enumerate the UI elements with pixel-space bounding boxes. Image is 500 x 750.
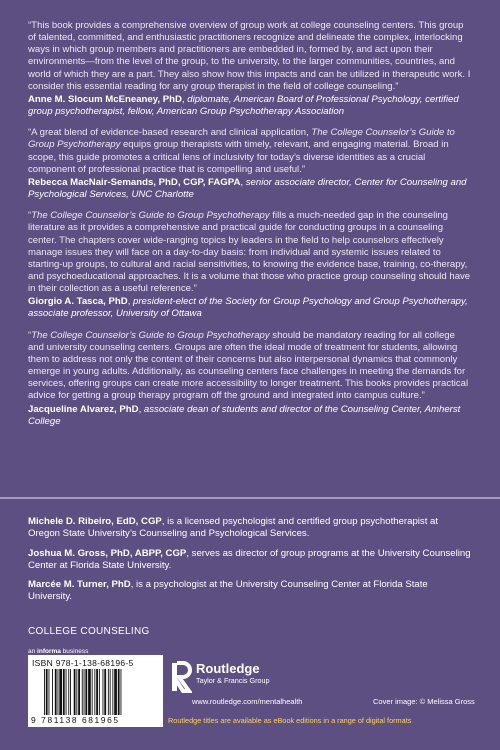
routledge-logo: [170, 659, 290, 695]
barcode-bar: [104, 669, 106, 715]
review-quote: [28, 330, 472, 403]
quote-text: “A great blend of evidence-based research and clinical application,: [28, 127, 312, 139]
subject-category: COLLEGE COUNSELING: [28, 626, 150, 637]
book-title-italic: The College Counselor’s Guide to Group Psychotherapy: [31, 210, 270, 222]
barcode-bar: [63, 669, 65, 715]
reviewer-role: associate dean of students and director of the Counseling Center, Amherst College: [28, 403, 461, 427]
barcode-bar: [99, 669, 100, 715]
reviewer-name: Jacqueline Alvarez, PhD: [28, 403, 139, 415]
author-bio-text: , serves as director of group programs at the University Counseling Center at Florida State University.: [28, 547, 471, 571]
author-name: Michele D. Ribeiro, EdD, CGP: [28, 516, 162, 527]
author-bio: [28, 579, 472, 604]
author-name: Marcée M. Turner, PhD: [28, 579, 131, 591]
informa-prefix: an: [28, 648, 38, 655]
publisher-url[interactable]: www.routledge.com/mentalhealth: [192, 697, 303, 706]
barcode-bar: [82, 669, 83, 715]
author-bio-text: , is a licensed psychologist and certified group psychotherapist at Oregon State University’s Counseling and Psychological Services.: [28, 516, 439, 540]
barcode-bar: [110, 669, 111, 715]
reviewer-name: Anne M. Slocum McEneaney, PhD: [28, 93, 182, 105]
reviewer-role: senior associate director, Center for Counseling and Psychological Services, UNC Charlotte: [28, 176, 467, 201]
barcode-bar: [112, 669, 113, 715]
review-attribution: Jacqueline Alvarez, PhD, associate dean of students and director of the Counseling Center, Amherst College: [28, 403, 461, 427]
review-block: [28, 330, 472, 428]
barcode-bar: [96, 669, 98, 715]
review-quote: [28, 210, 472, 295]
reviewer-role: president-elect of the Society for Group Psychology and Group Psychotherapy, associate professor, University of Ottawa: [28, 296, 468, 320]
review-block: [28, 127, 472, 201]
review-attribution: Giorgio A. Tasca, PhD, president-elect of the Society for Group Psychology and Group Psychotherapy, associate professor, University of Ottawa: [28, 296, 468, 320]
quote-text: equips group therapists with timely, relevant, and engaging material. Broad in scope, this guide promotes a critical lens of inclusivity for today’s diverse identities as a crucial component of professional practice that is compelling and useful.”: [28, 139, 449, 175]
publisher-name: Routledge: [196, 661, 260, 676]
barcode-bar: [88, 669, 91, 715]
barcode-bar: [92, 669, 93, 715]
book-title-italic: The College Counselor’s Guide to Group Psychotherapy: [31, 329, 270, 341]
barcode-bar: [94, 669, 95, 715]
reviewer-name: Rebecca MacNair-Semands, PhD, CGP, FAGPA: [28, 176, 241, 188]
publisher-text: [196, 661, 270, 686]
barcode-bar: [49, 669, 50, 715]
author-name: Joshua M. Gross, PhD, ABPP, CGP: [28, 547, 187, 559]
quote-text: should be mandatory reading for all college and university counseling centers. Groups are often the ideal mode of treatment for students, allowing them to address not only the content of their concerns but also interpersonal dynamics that commonly emerge in young adults. Additionally, as counseling centers face challenges in meeting the demands for services, offering groups can create more accessibility to longer treatment. This books provides practical advice for getting a group therapy program off the ground and integrated into campus culture.”: [28, 329, 469, 402]
barcode-bar: [59, 669, 62, 715]
barcode-bar: [70, 669, 71, 715]
barcode-bar: [118, 669, 120, 715]
barcode-bar: [114, 669, 117, 715]
barcode-bar: [55, 669, 57, 715]
informa-brand: informa: [37, 648, 61, 655]
cover-credit: Cover image: © Melissa Gross: [373, 697, 475, 706]
barcode-bar: [52, 669, 53, 715]
ebook-note: Routledge titles are available as eBook editions in a range of digital formats: [168, 716, 412, 725]
author-bio-text: , is a psychologist at the University Counseling Center at Florida State University.: [28, 579, 428, 603]
barcode-bar: [74, 669, 76, 715]
barcode-bars: [44, 669, 156, 715]
barcode-bar: [78, 669, 80, 715]
review-attribution: Rebecca MacNair-Semands, PhD, CGP, FAGPA, senior associate director, Center for Counseling and Psychological Services, UNC Charlotte: [28, 176, 467, 201]
review-quote: [28, 20, 472, 93]
barcode-bar: [66, 669, 67, 715]
barcode-bar: [46, 669, 48, 715]
barcode-bar: [108, 669, 109, 715]
barcode-box: [28, 655, 163, 727]
publisher-sub: Taylor & Francis Group: [196, 676, 270, 685]
barcode-bar: [68, 669, 69, 715]
informa-suffix: business: [60, 648, 89, 655]
quote-text: “: [28, 210, 32, 222]
isbn-label: ISBN 978-1-138-68196-5: [32, 658, 134, 668]
barcode-bar: [85, 669, 87, 715]
barcode-bar: [76, 669, 77, 715]
author-bio: [28, 548, 472, 573]
quote-text: “: [28, 329, 32, 341]
review-block: [28, 20, 472, 118]
review-attribution: Anne M. Slocum McEneaney, PhD, diplomate, American Board of Professional Psychology, certified group psychotherapist, fellow, American Group Psychotherapy Association: [28, 93, 459, 118]
reviewer-role: diplomate, American Board of Professional Psychology, certified group psychotherapist, fellow, American Group Psychotherapy Association: [28, 93, 459, 118]
barcode-digits: 9 781138 681965: [31, 715, 120, 725]
routledge-r-icon: [170, 661, 192, 693]
quote-text: “This book provides a comprehensive overview of group work at college counseling centers. This group of talented, committed, and enthusiastic practitioners recognize and delineate the complex, interlocking ways in which group members and practitioners are embedded in, formed by, and act upon their environments—from the level of the group, to the university, to the larger communities, countries, and world of which they are a part. They also show how this impacts and can be utilized in therapeutic work. I consider this essential reading for any group therapist in the field of college counseling.”: [28, 20, 471, 92]
review-quote: [28, 127, 472, 176]
barcode-bar: [58, 669, 59, 715]
authors-section: [28, 516, 472, 611]
barcode-bar: [84, 669, 85, 715]
book-title-italic: The College Counselor’s Guide to Group Psychotherapy: [28, 127, 455, 151]
section-divider: [0, 497, 500, 499]
reviewer-name: Giorgio A. Tasca, PhD: [28, 296, 128, 308]
author-bio: [28, 516, 472, 541]
reviews-section: [28, 20, 472, 437]
quote-text: fills a much-needed gap in the counseling literature as it provides a comprehensive and practical guide for conducting groups in a counseling center. The chapters cover wide-ranging topics by leaders in the field to help counselors effectively manage issues they will face on a day-to-day basis: from individual and systemic issues related to starting-up groups, to cultural and racial sensitivities, to knowing the evidence base, training, co-therapy, and psychoeducational approaches. It is a volume that those who practice group counseling should have in their collection as a useful reference.”: [28, 210, 471, 295]
barcode-bar: [103, 669, 104, 715]
barcode-bar: [44, 669, 45, 715]
informa-business-label: [28, 648, 88, 655]
barcode-bar: [121, 669, 122, 715]
review-block: [28, 210, 472, 320]
